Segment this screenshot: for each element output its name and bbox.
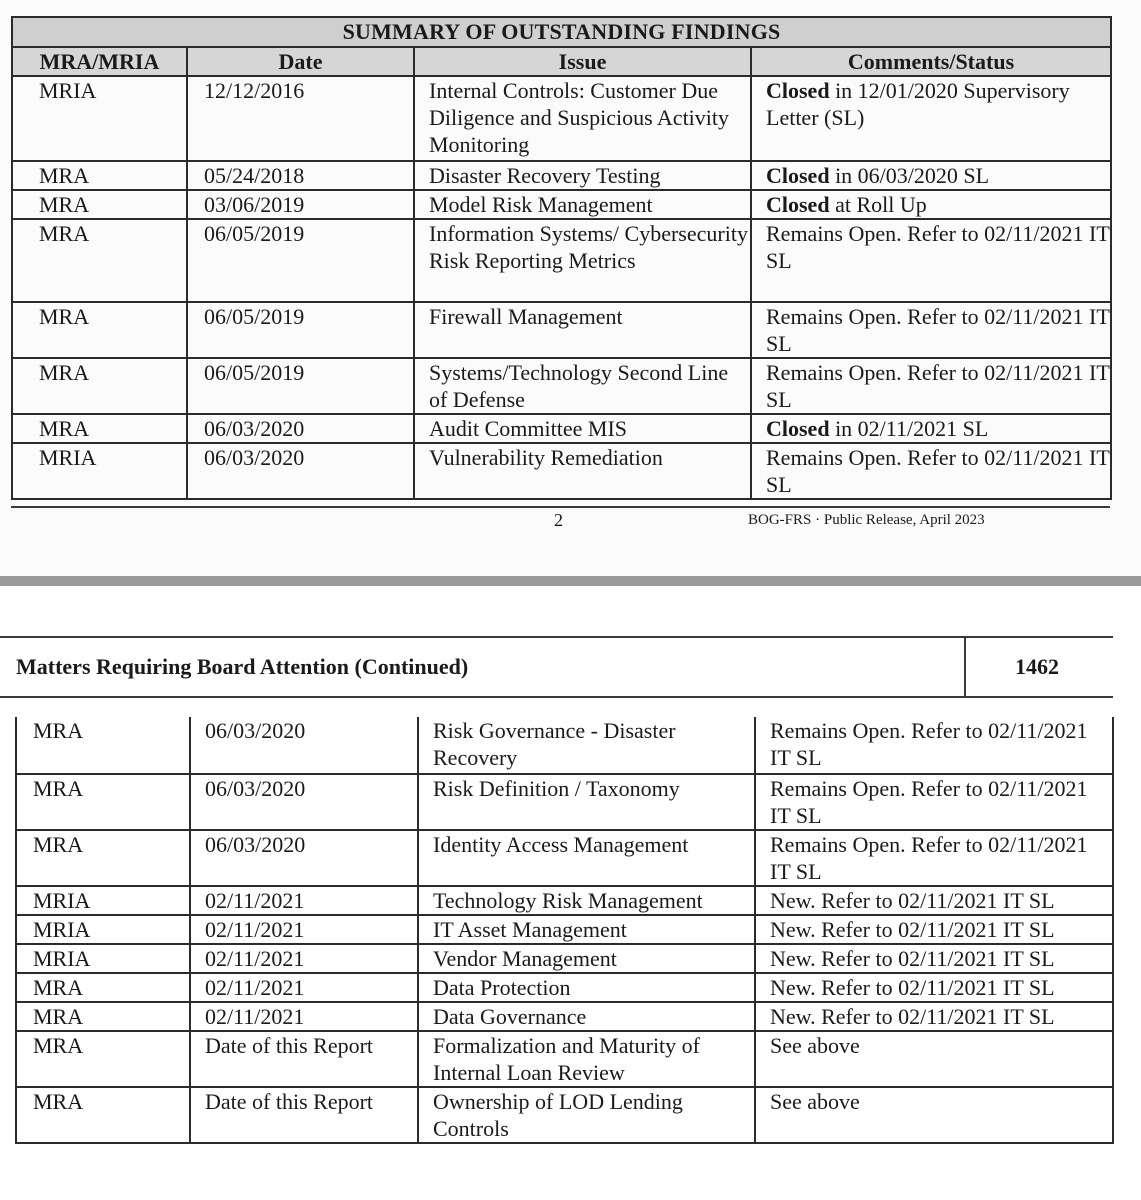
status-closed: Closed — [766, 163, 830, 188]
cell-issue: IT Asset Management — [418, 915, 755, 944]
column-header-date: Date — [187, 47, 414, 76]
cell-status: Remains Open. Refer to 02/11/2021 IT SL — [755, 830, 1113, 886]
status-detail: Remains Open. Refer to 02/11/2021 IT SL — [766, 304, 1110, 356]
table-row — [16, 973, 1113, 1002]
table-row — [16, 774, 1113, 830]
column-header-type: MRA/MRIA — [12, 47, 187, 76]
cell-type: MRA — [16, 1031, 190, 1087]
table-row — [12, 219, 1111, 302]
table-title: SUMMARY OF OUTSTANDING FINDINGS — [12, 17, 1111, 47]
board-attention-table — [15, 717, 1114, 1144]
cell-date: 06/05/2019 — [187, 302, 414, 358]
cell-type: MRA — [12, 414, 187, 443]
cell-issue: Technology Risk Management — [418, 886, 755, 915]
header-top-rule — [0, 636, 1113, 638]
cell-issue: Identity Access Management — [418, 830, 755, 886]
cell-issue: Ownership of LOD Lending Controls — [418, 1087, 755, 1143]
header-divider — [964, 636, 966, 698]
cell-issue: Data Governance — [418, 1002, 755, 1031]
cell-issue: Systems/Technology Second Line of Defense — [414, 358, 751, 414]
status-closed: Closed — [766, 78, 830, 103]
cell-date: 02/11/2021 — [190, 886, 418, 915]
cell-type: MRA — [16, 1087, 190, 1143]
status-closed: Closed — [766, 192, 830, 217]
status-detail: in 02/11/2021 SL — [829, 416, 989, 441]
cell-status: New. Refer to 02/11/2021 IT SL — [755, 886, 1113, 915]
cell-date: 12/12/2016 — [187, 76, 414, 161]
cell-type: MRIA — [12, 76, 187, 161]
cell-status: Remains Open. Refer to 02/11/2021 IT SL — [755, 774, 1113, 830]
cell-issue: Vendor Management — [418, 944, 755, 973]
cell-type: MRIA — [16, 915, 190, 944]
cell-status — [751, 443, 1111, 499]
cell-type: MRA — [12, 358, 187, 414]
cell-date: 06/05/2019 — [187, 358, 414, 414]
cell-status — [751, 161, 1111, 190]
cell-status: New. Refer to 02/11/2021 IT SL — [755, 944, 1113, 973]
cell-date: 06/05/2019 — [187, 219, 414, 302]
status-detail: at Roll Up — [829, 192, 927, 217]
cell-type: MRIA — [16, 944, 190, 973]
header-bottom-rule — [0, 696, 1113, 698]
table-row — [12, 358, 1111, 414]
release-note: BOG-FRS · Public Release, April 2023 — [748, 512, 985, 528]
table-row — [16, 830, 1113, 886]
cell-status: New. Refer to 02/11/2021 IT SL — [755, 973, 1113, 1002]
cell-type: MRA — [16, 830, 190, 886]
cell-type: MRA — [16, 717, 190, 774]
document-page-2 — [0, 586, 1141, 1200]
cell-status — [751, 76, 1111, 161]
cell-issue: Firewall Management — [414, 302, 751, 358]
cell-date: 03/06/2019 — [187, 190, 414, 219]
status-detail: Remains Open. Refer to 02/11/2021 IT SL — [766, 445, 1110, 497]
cell-issue: Information Systems/ Cybersecurity Risk Reporting Metrics — [414, 219, 751, 302]
cell-status: New. Refer to 02/11/2021 IT SL — [755, 1002, 1113, 1031]
cell-type: MRA — [16, 973, 190, 1002]
cell-issue: Model Risk Management — [414, 190, 751, 219]
cell-type: MRA — [12, 302, 187, 358]
status-closed: Closed — [766, 416, 830, 441]
table-row — [12, 190, 1111, 219]
table-row — [16, 944, 1113, 973]
table-row — [12, 302, 1111, 358]
table-row — [16, 717, 1113, 774]
cell-type: MRA — [12, 161, 187, 190]
table-row — [16, 1002, 1113, 1031]
cell-type: MRIA — [16, 886, 190, 915]
cell-date: Date of this Report — [190, 1031, 418, 1087]
cell-date: 06/03/2020 — [187, 414, 414, 443]
cell-issue: Disaster Recovery Testing — [414, 161, 751, 190]
table-row — [12, 161, 1111, 190]
footer-rule — [11, 506, 1110, 508]
cell-date: 02/11/2021 — [190, 1002, 418, 1031]
cell-status — [751, 358, 1111, 414]
section-number: 1462 — [1015, 654, 1059, 679]
table-row — [16, 1031, 1113, 1087]
cell-type: MRA — [12, 219, 187, 302]
page-separator — [0, 576, 1141, 586]
cell-issue: Audit Committee MIS — [414, 414, 751, 443]
status-detail: in 06/03/2020 SL — [829, 163, 990, 188]
cell-date: 06/03/2020 — [190, 717, 418, 774]
outstanding-findings-table — [11, 16, 1112, 500]
table-row — [16, 886, 1113, 915]
cell-date: 02/11/2021 — [190, 915, 418, 944]
cell-type: MRA — [12, 190, 187, 219]
section-title: Matters Requiring Board Attention (Continued) — [16, 654, 469, 679]
cell-date: Date of this Report — [190, 1087, 418, 1143]
cell-status — [751, 219, 1111, 302]
cell-status — [751, 190, 1111, 219]
table-row — [16, 1087, 1113, 1143]
cell-issue: Formalization and Maturity of Internal Loan Review — [418, 1031, 755, 1087]
cell-status: Remains Open. Refer to 02/11/2021 IT SL — [755, 717, 1113, 774]
cell-type: MRA — [16, 774, 190, 830]
table-row — [16, 915, 1113, 944]
cell-issue: Risk Definition / Taxonomy — [418, 774, 755, 830]
column-header-status: Comments/Status — [751, 47, 1111, 76]
column-header-issue: Issue — [414, 47, 751, 76]
page-number: 2 — [554, 510, 563, 530]
cell-date: 06/03/2020 — [190, 774, 418, 830]
status-detail: Remains Open. Refer to 02/11/2021 IT SL — [766, 360, 1110, 412]
cell-status: New. Refer to 02/11/2021 IT SL — [755, 915, 1113, 944]
status-detail: Remains Open. Refer to 02/11/2021 IT SL — [766, 221, 1110, 273]
cell-issue: Data Protection — [418, 973, 755, 1002]
document-page-1 — [0, 0, 1141, 576]
cell-status: See above — [755, 1031, 1113, 1087]
cell-status — [751, 414, 1111, 443]
cell-type: MRA — [16, 1002, 190, 1031]
table-row — [12, 76, 1111, 161]
status-detail: in 12/01/2020 Supervisory Letter (SL) — [766, 78, 1070, 130]
cell-date: 02/11/2021 — [190, 973, 418, 1002]
cell-date: 02/11/2021 — [190, 944, 418, 973]
cell-date: 06/03/2020 — [190, 830, 418, 886]
cell-type: MRIA — [12, 443, 187, 499]
cell-issue: Internal Controls: Customer Due Diligence and Suspicious Activity Monitoring — [414, 76, 751, 161]
cell-issue: Vulnerability Remediation — [414, 443, 751, 499]
cell-date: 05/24/2018 — [187, 161, 414, 190]
cell-issue: Risk Governance - Disaster Recovery — [418, 717, 755, 774]
cell-date: 06/03/2020 — [187, 443, 414, 499]
cell-status: See above — [755, 1087, 1113, 1143]
table-row — [12, 414, 1111, 443]
cell-status — [751, 302, 1111, 358]
table-row — [12, 443, 1111, 499]
